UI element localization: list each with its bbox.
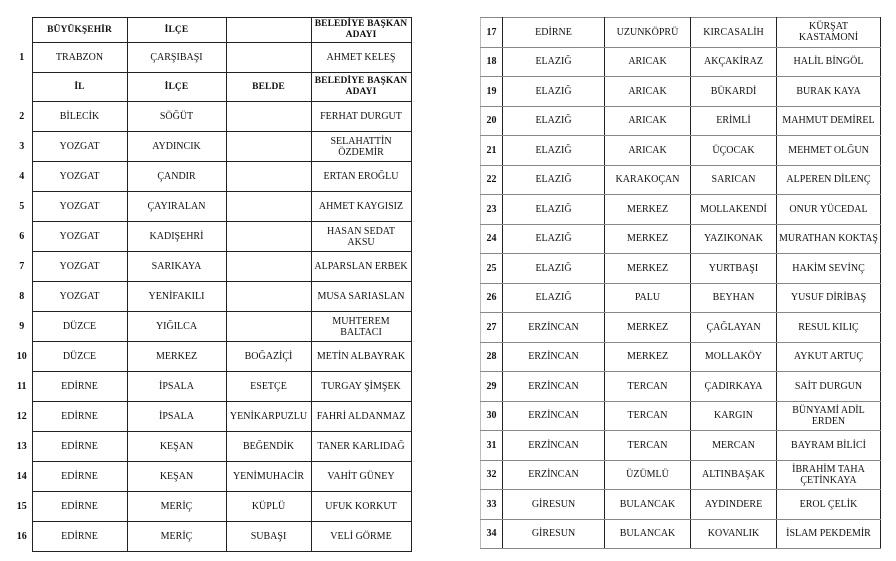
district-cell: MERKEZ — [127, 342, 226, 372]
district-cell: ARICAK — [605, 106, 691, 136]
table-row — [481, 401, 881, 431]
district-cell: ÇANDIR — [127, 162, 226, 192]
candidate-cell: FERHAT DURGUT — [311, 102, 411, 132]
province-cell: DÜZCE — [32, 342, 127, 372]
table-row — [12, 252, 411, 282]
candidate-cell: ALPEREN DİLENÇ — [777, 165, 881, 195]
district-cell: PALU — [605, 283, 691, 313]
province-cell: ELAZIĞ — [503, 224, 605, 254]
district-cell: KEŞAN — [127, 462, 226, 492]
header-province-cell: İL — [32, 73, 127, 102]
candidate-cell: SAİT DURGUN — [777, 372, 881, 402]
header-district-cell: İLÇE — [127, 73, 226, 102]
candidate-cell: TURGAY ŞİMŞEK — [311, 372, 411, 402]
district-cell: ÇAYIRALAN — [127, 192, 226, 222]
row-number: 20 — [481, 106, 503, 136]
town-cell: ÇAĞLAYAN — [691, 313, 777, 343]
province-cell: ELAZIĞ — [503, 165, 605, 195]
row-number: 30 — [481, 401, 503, 431]
province-cell: YOZGAT — [32, 282, 127, 312]
table-row — [481, 47, 881, 77]
table-header-row — [12, 18, 411, 43]
candidate-cell: ONUR YÜCEDAL — [777, 195, 881, 225]
town-cell — [226, 312, 311, 342]
province-cell: TRABZON — [32, 43, 127, 73]
town-cell — [226, 252, 311, 282]
town-cell: BEĞENDİK — [226, 432, 311, 462]
candidate-cell: MUHTEREM BALTACI — [311, 312, 411, 342]
district-cell: ÜZÜMLÜ — [605, 460, 691, 490]
table-row — [12, 102, 411, 132]
table-row — [481, 254, 881, 284]
town-cell — [226, 43, 311, 73]
town-cell — [226, 162, 311, 192]
province-cell: EDİRNE — [32, 492, 127, 522]
town-cell — [226, 282, 311, 312]
town-cell: AYDINDERE — [691, 490, 777, 520]
province-cell: EDİRNE — [32, 402, 127, 432]
row-number: 22 — [481, 165, 503, 195]
table-row — [12, 522, 411, 552]
candidate-cell: AYKUT ARTUÇ — [777, 342, 881, 372]
row-number: 27 — [481, 313, 503, 343]
table-row — [481, 519, 881, 549]
district-cell: KARAKOÇAN — [605, 165, 691, 195]
row-number: 6 — [12, 222, 32, 252]
table-row — [481, 195, 881, 225]
table-header-row — [12, 73, 411, 102]
town-cell: ALTINBAŞAK — [691, 460, 777, 490]
town-cell: KÜPLÜ — [226, 492, 311, 522]
candidate-cell: MUSA SARIASLAN — [311, 282, 411, 312]
candidate-cell: BURAK KAYA — [777, 77, 881, 107]
town-cell: ÜÇOCAK — [691, 136, 777, 166]
candidate-cell: BÜNYAMİ ADİL ERDEN — [777, 401, 881, 431]
district-cell: SARIKAYA — [127, 252, 226, 282]
district-cell: SÖĞÜT — [127, 102, 226, 132]
table-row — [481, 136, 881, 166]
row-number: 3 — [12, 132, 32, 162]
province-cell: ERZİNCAN — [503, 342, 605, 372]
district-cell: ARICAK — [605, 136, 691, 166]
row-number: 11 — [12, 372, 32, 402]
province-cell: ELAZIĞ — [503, 106, 605, 136]
province-cell: EDİRNE — [32, 432, 127, 462]
province-cell: ERZİNCAN — [503, 401, 605, 431]
province-cell: ERZİNCAN — [503, 431, 605, 461]
row-number: 29 — [481, 372, 503, 402]
town-cell: ÇADIRKAYA — [691, 372, 777, 402]
district-cell: ARICAK — [605, 47, 691, 77]
row-number: 25 — [481, 254, 503, 284]
province-cell: ELAZIĞ — [503, 283, 605, 313]
province-cell: ELAZIĞ — [503, 77, 605, 107]
row-number: 1 — [12, 43, 32, 73]
town-cell: ERİMLİ — [691, 106, 777, 136]
province-cell: GİRESUN — [503, 490, 605, 520]
table-row — [12, 402, 411, 432]
district-cell: BULANCAK — [605, 490, 691, 520]
province-cell: ERZİNCAN — [503, 372, 605, 402]
district-cell: AYDINCIK — [127, 132, 226, 162]
town-cell — [226, 222, 311, 252]
header-candidate-cell: BELEDİYE BAŞKAN ADAYI — [311, 18, 411, 43]
row-number: 2 — [12, 102, 32, 132]
town-cell: BÜKARDİ — [691, 77, 777, 107]
candidate-cell: ERTAN EROĞLU — [311, 162, 411, 192]
table-row — [481, 431, 881, 461]
row-number: 7 — [12, 252, 32, 282]
candidate-cell: HAKİM SEVİNÇ — [777, 254, 881, 284]
town-cell: MERCAN — [691, 431, 777, 461]
province-cell: YOZGAT — [32, 252, 127, 282]
row-number: 13 — [12, 432, 32, 462]
district-cell: KADIŞEHRİ — [127, 222, 226, 252]
province-cell: YOZGAT — [32, 192, 127, 222]
town-cell: MOLLAKÖY — [691, 342, 777, 372]
row-number: 10 — [12, 342, 32, 372]
candidate-cell: KÜRŞAT KASTAMONİ — [777, 18, 881, 48]
town-cell: BEYHAN — [691, 283, 777, 313]
table-row — [481, 490, 881, 520]
district-cell: KEŞAN — [127, 432, 226, 462]
table-row — [12, 372, 411, 402]
row-number: 34 — [481, 519, 503, 549]
table-row — [481, 165, 881, 195]
district-cell: MERİÇ — [127, 492, 226, 522]
district-cell: UZUNKÖPRÜ — [605, 18, 691, 48]
row-number: 21 — [481, 136, 503, 166]
candidate-cell: ALPARSLAN ERBEK — [311, 252, 411, 282]
candidate-cell: VELİ GÖRME — [311, 522, 411, 552]
district-cell: YENİFAKILI — [127, 282, 226, 312]
district-cell: MERİÇ — [127, 522, 226, 552]
town-cell: BOĞAZİÇİ — [226, 342, 311, 372]
table-row — [12, 492, 411, 522]
table-row — [481, 224, 881, 254]
district-cell: MERKEZ — [605, 195, 691, 225]
table-row — [12, 222, 411, 252]
table-row — [481, 313, 881, 343]
district-cell: ARICAK — [605, 77, 691, 107]
table-row — [12, 43, 411, 73]
row-number: 31 — [481, 431, 503, 461]
table-row — [12, 342, 411, 372]
town-cell: SUBAŞI — [226, 522, 311, 552]
row-number: 4 — [12, 162, 32, 192]
district-cell: MERKEZ — [605, 254, 691, 284]
district-cell: İPSALA — [127, 402, 226, 432]
row-number: 19 — [481, 77, 503, 107]
town-cell — [226, 192, 311, 222]
candidate-cell: BAYRAM BİLİCİ — [777, 431, 881, 461]
candidate-cell: YUSUF DİRİBAŞ — [777, 283, 881, 313]
town-cell: ESETÇE — [226, 372, 311, 402]
candidate-cell: TANER KARLIDAĞ — [311, 432, 411, 462]
province-cell: YOZGAT — [32, 132, 127, 162]
candidate-cell: RESUL KILIÇ — [777, 313, 881, 343]
header-row-number — [12, 18, 32, 43]
table-row — [481, 283, 881, 313]
row-number: 9 — [12, 312, 32, 342]
town-cell — [226, 132, 311, 162]
district-cell: BULANCAK — [605, 519, 691, 549]
row-number: 33 — [481, 490, 503, 520]
row-number: 17 — [481, 18, 503, 48]
town-cell: KARGIN — [691, 401, 777, 431]
district-cell: MERKEZ — [605, 224, 691, 254]
town-cell — [226, 102, 311, 132]
town-cell: MOLLAKENDİ — [691, 195, 777, 225]
province-cell: ELAZIĞ — [503, 195, 605, 225]
district-cell: İPSALA — [127, 372, 226, 402]
table-row — [481, 77, 881, 107]
left-candidates-table — [12, 17, 412, 552]
header-province-cell: BÜYÜKŞEHİR — [32, 18, 127, 43]
row-number: 5 — [12, 192, 32, 222]
row-number: 32 — [481, 460, 503, 490]
row-number: 16 — [12, 522, 32, 552]
candidate-cell: İBRAHİM TAHA ÇETİNKAYA — [777, 460, 881, 490]
town-cell: AKÇAKİRAZ — [691, 47, 777, 77]
province-cell: GİRESUN — [503, 519, 605, 549]
row-number: 24 — [481, 224, 503, 254]
header-row-number — [12, 73, 32, 102]
candidate-cell: MURATHAN KOKTAŞ — [777, 224, 881, 254]
district-cell: MERKEZ — [605, 313, 691, 343]
province-cell: EDİRNE — [503, 18, 605, 48]
district-cell: YIĞILCA — [127, 312, 226, 342]
row-number: 23 — [481, 195, 503, 225]
town-cell: KIRCASALİH — [691, 18, 777, 48]
candidate-cell: METİN ALBAYRAK — [311, 342, 411, 372]
province-cell: ELAZIĞ — [503, 136, 605, 166]
candidate-cell: HALİL BİNGÖL — [777, 47, 881, 77]
candidate-cell: AHMET KAYGISIZ — [311, 192, 411, 222]
candidate-cell: UFUK KORKUT — [311, 492, 411, 522]
district-cell: ÇARŞIBAŞI — [127, 43, 226, 73]
candidate-cell: FAHRİ ALDANMAZ — [311, 402, 411, 432]
district-cell: TERCAN — [605, 431, 691, 461]
table-row — [481, 372, 881, 402]
town-cell: YENİKARPUZLU — [226, 402, 311, 432]
row-number: 26 — [481, 283, 503, 313]
candidate-cell: VAHİT GÜNEY — [311, 462, 411, 492]
candidate-cell: SELAHATTİN ÖZDEMİR — [311, 132, 411, 162]
table-row — [481, 342, 881, 372]
candidate-cell: İSLAM PEKDEMİR — [777, 519, 881, 549]
province-cell: ELAZIĞ — [503, 47, 605, 77]
table-row — [481, 460, 881, 490]
town-cell: YAZIKONAK — [691, 224, 777, 254]
header-town-cell — [226, 18, 311, 43]
table-row — [12, 162, 411, 192]
header-candidate-cell: BELEDİYE BAŞKAN ADAYI — [311, 73, 411, 102]
right-candidates-table — [480, 17, 881, 549]
candidate-cell: MAHMUT DEMİREL — [777, 106, 881, 136]
province-cell: EDİRNE — [32, 462, 127, 492]
header-district-cell: İLÇE — [127, 18, 226, 43]
town-cell: YENİMUHACİR — [226, 462, 311, 492]
table-row — [12, 462, 411, 492]
table-row — [12, 192, 411, 222]
table-row — [12, 132, 411, 162]
province-cell: ERZİNCAN — [503, 460, 605, 490]
province-cell: YOZGAT — [32, 162, 127, 192]
town-cell: SARICAN — [691, 165, 777, 195]
province-cell: BİLECİK — [32, 102, 127, 132]
table-row — [481, 106, 881, 136]
candidate-cell: HASAN SEDAT AKSU — [311, 222, 411, 252]
row-number: 12 — [12, 402, 32, 432]
table-row — [12, 312, 411, 342]
district-cell: MERKEZ — [605, 342, 691, 372]
table-row — [12, 282, 411, 312]
row-number: 18 — [481, 47, 503, 77]
province-cell: ELAZIĞ — [503, 254, 605, 284]
candidate-cell: MEHMET OLĞUN — [777, 136, 881, 166]
row-number: 8 — [12, 282, 32, 312]
province-cell: EDİRNE — [32, 522, 127, 552]
town-cell: KOVANLIK — [691, 519, 777, 549]
candidate-cell: EROL ÇELİK — [777, 490, 881, 520]
town-cell: YURTBAŞI — [691, 254, 777, 284]
table-row — [481, 18, 881, 48]
row-number: 14 — [12, 462, 32, 492]
district-cell: TERCAN — [605, 372, 691, 402]
header-town-cell: BELDE — [226, 73, 311, 102]
row-number: 28 — [481, 342, 503, 372]
candidate-cell: AHMET KELEŞ — [311, 43, 411, 73]
row-number: 15 — [12, 492, 32, 522]
province-cell: ERZİNCAN — [503, 313, 605, 343]
province-cell: YOZGAT — [32, 222, 127, 252]
table-row — [12, 432, 411, 462]
province-cell: EDİRNE — [32, 372, 127, 402]
district-cell: TERCAN — [605, 401, 691, 431]
province-cell: DÜZCE — [32, 312, 127, 342]
